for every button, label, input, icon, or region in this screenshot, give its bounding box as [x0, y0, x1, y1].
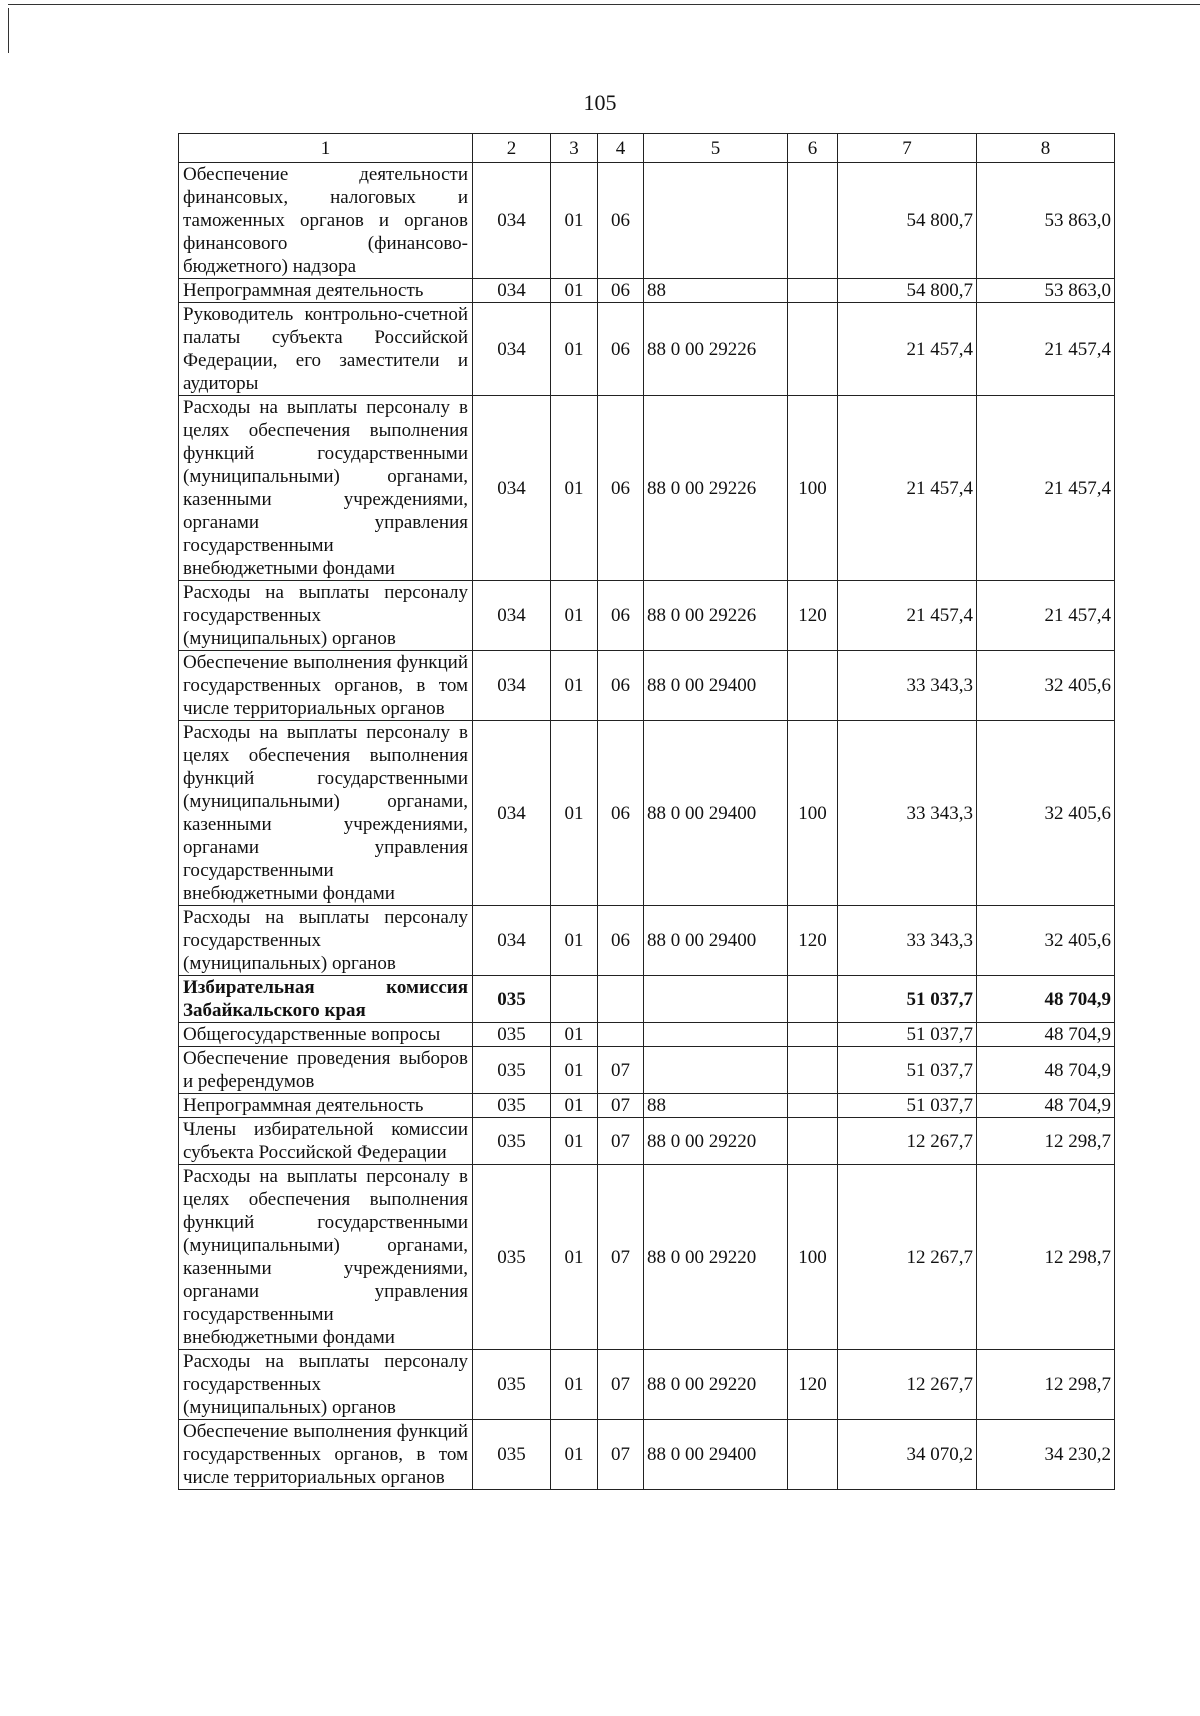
row-description: Расходы на выплаты персоналу в целях обеспечения выполнения функций государственными (муниципальными) органами, казенными учреждениями, органами управления государственными внебюджетными фондами	[179, 721, 473, 906]
code-target-article: 88 0 00 29226	[644, 396, 788, 581]
amount-year-1: 54 800,7	[838, 163, 977, 279]
code-admin: 034	[473, 163, 551, 279]
code-admin: 035	[473, 1420, 551, 1490]
code-expense-type	[788, 1420, 838, 1490]
page-number: 105	[583, 90, 617, 115]
amount-year-2: 32 405,6	[977, 721, 1115, 906]
scan-left-edge-line	[8, 8, 9, 53]
amount-year-1: 33 343,3	[838, 906, 977, 976]
amount-year-2: 48 704,9	[977, 1023, 1115, 1047]
amount-year-2: 48 704,9	[977, 1094, 1115, 1118]
table-header-row	[179, 134, 1115, 163]
amount-year-2: 48 704,9	[977, 976, 1115, 1023]
row-description: Общегосударственные вопросы	[179, 1023, 473, 1047]
code-section: 01	[551, 1118, 598, 1165]
code-target-article: 88 0 00 29400	[644, 721, 788, 906]
code-section: 01	[551, 581, 598, 651]
column-header: 3	[551, 134, 598, 163]
column-header: 4	[598, 134, 644, 163]
row-description: Расходы на выплаты персоналу в целях обеспечения выполнения функций государственными (муниципальными) органами, казенными учреждениями, органами управления государственными внебюджетными фондами	[179, 1165, 473, 1350]
amount-year-1: 33 343,3	[838, 651, 977, 721]
code-subsection: 06	[598, 906, 644, 976]
code-subsection: 07	[598, 1047, 644, 1094]
column-header: 1	[179, 134, 473, 163]
row-description: Обеспечение проведения выборов и референдумов	[179, 1047, 473, 1094]
code-subsection: 06	[598, 721, 644, 906]
table-row	[179, 163, 1115, 279]
code-subsection	[598, 1023, 644, 1047]
code-section: 01	[551, 721, 598, 906]
scan-top-edge-line	[8, 4, 1200, 5]
table-row	[179, 721, 1115, 906]
code-target-article	[644, 1047, 788, 1094]
code-admin: 034	[473, 279, 551, 303]
code-subsection: 06	[598, 303, 644, 396]
code-expense-type: 120	[788, 581, 838, 651]
row-description: Обеспечение выполнения функций государственных органов, в том числе территориальных органов	[179, 651, 473, 721]
code-admin: 034	[473, 651, 551, 721]
code-section: 01	[551, 1165, 598, 1350]
amount-year-1: 34 070,2	[838, 1420, 977, 1490]
amount-year-1: 54 800,7	[838, 279, 977, 303]
column-header: 6	[788, 134, 838, 163]
row-description: Расходы на выплаты персоналу государственных (муниципальных) органов	[179, 1350, 473, 1420]
code-section: 01	[551, 1420, 598, 1490]
code-subsection: 06	[598, 396, 644, 581]
row-description: Избирательная комиссия Забайкальского края	[179, 976, 473, 1023]
amount-year-2: 12 298,7	[977, 1350, 1115, 1420]
code-target-article: 88 0 00 29226	[644, 581, 788, 651]
code-expense-type	[788, 1047, 838, 1094]
amount-year-2: 53 863,0	[977, 279, 1115, 303]
code-subsection: 07	[598, 1165, 644, 1350]
table-row	[179, 651, 1115, 721]
code-target-article: 88 0 00 29400	[644, 651, 788, 721]
amount-year-1: 33 343,3	[838, 721, 977, 906]
code-expense-type	[788, 279, 838, 303]
code-section: 01	[551, 906, 598, 976]
code-target-article: 88	[644, 279, 788, 303]
code-section: 01	[551, 1047, 598, 1094]
code-section: 01	[551, 396, 598, 581]
code-admin: 035	[473, 1023, 551, 1047]
code-admin: 035	[473, 1047, 551, 1094]
row-description: Непрограммная деятельность	[179, 1094, 473, 1118]
column-header: 8	[977, 134, 1115, 163]
code-expense-type	[788, 1118, 838, 1165]
row-description: Обеспечение выполнения функций государственных органов, в том числе территориальных органов	[179, 1420, 473, 1490]
code-section: 01	[551, 303, 598, 396]
code-expense-type: 100	[788, 396, 838, 581]
code-expense-type: 100	[788, 721, 838, 906]
code-expense-type	[788, 1023, 838, 1047]
amount-year-2: 21 457,4	[977, 581, 1115, 651]
code-target-article: 88 0 00 29400	[644, 1420, 788, 1490]
amount-year-2: 12 298,7	[977, 1165, 1115, 1350]
table-row	[179, 976, 1115, 1023]
code-admin: 034	[473, 721, 551, 906]
amount-year-1: 21 457,4	[838, 396, 977, 581]
row-description: Расходы на выплаты персоналу государственных (муниципальных) органов	[179, 906, 473, 976]
code-admin: 035	[473, 1350, 551, 1420]
table-row	[179, 1165, 1115, 1350]
code-admin: 034	[473, 581, 551, 651]
table-row	[179, 279, 1115, 303]
amount-year-1: 51 037,7	[838, 1047, 977, 1094]
table-row	[179, 1118, 1115, 1165]
column-header: 2	[473, 134, 551, 163]
amount-year-1: 12 267,7	[838, 1118, 977, 1165]
code-target-article	[644, 976, 788, 1023]
row-description: Члены избирательной комиссии субъекта Российской Федерации	[179, 1118, 473, 1165]
code-admin: 034	[473, 303, 551, 396]
row-description: Непрограммная деятельность	[179, 279, 473, 303]
amount-year-1: 12 267,7	[838, 1350, 977, 1420]
code-subsection: 06	[598, 163, 644, 279]
code-target-article: 88 0 00 29220	[644, 1165, 788, 1350]
code-target-article: 88 0 00 29226	[644, 303, 788, 396]
amount-year-2: 12 298,7	[977, 1118, 1115, 1165]
code-target-article: 88	[644, 1094, 788, 1118]
code-section: 01	[551, 163, 598, 279]
code-target-article: 88 0 00 29220	[644, 1118, 788, 1165]
table-row	[179, 1420, 1115, 1490]
amount-year-2: 53 863,0	[977, 163, 1115, 279]
amount-year-2: 48 704,9	[977, 1047, 1115, 1094]
table-row	[179, 1350, 1115, 1420]
code-admin: 034	[473, 396, 551, 581]
amount-year-1: 21 457,4	[838, 581, 977, 651]
amount-year-2: 21 457,4	[977, 303, 1115, 396]
amount-year-2: 21 457,4	[977, 396, 1115, 581]
code-subsection: 07	[598, 1350, 644, 1420]
code-section	[551, 976, 598, 1023]
code-expense-type	[788, 163, 838, 279]
code-subsection	[598, 976, 644, 1023]
amount-year-2: 34 230,2	[977, 1420, 1115, 1490]
budget-table	[178, 133, 1115, 1490]
amount-year-1: 51 037,7	[838, 1023, 977, 1047]
code-expense-type	[788, 1094, 838, 1118]
table-row	[179, 1047, 1115, 1094]
table-row	[179, 906, 1115, 976]
code-target-article: 88 0 00 29400	[644, 906, 788, 976]
column-header: 7	[838, 134, 977, 163]
table-row	[179, 303, 1115, 396]
table-row	[179, 581, 1115, 651]
column-header: 5	[644, 134, 788, 163]
amount-year-1: 51 037,7	[838, 1094, 977, 1118]
code-subsection: 06	[598, 651, 644, 721]
code-target-article: 88 0 00 29220	[644, 1350, 788, 1420]
code-admin: 035	[473, 1094, 551, 1118]
code-target-article	[644, 1023, 788, 1047]
table-row	[179, 1023, 1115, 1047]
amount-year-2: 32 405,6	[977, 906, 1115, 976]
code-subsection: 06	[598, 581, 644, 651]
code-section: 01	[551, 651, 598, 721]
code-expense-type: 120	[788, 1350, 838, 1420]
code-expense-type	[788, 303, 838, 396]
code-subsection: 07	[598, 1118, 644, 1165]
code-admin: 035	[473, 1118, 551, 1165]
amount-year-1: 51 037,7	[838, 976, 977, 1023]
amount-year-1: 12 267,7	[838, 1165, 977, 1350]
code-admin: 035	[473, 1165, 551, 1350]
row-description: Расходы на выплаты персоналу государственных (муниципальных) органов	[179, 581, 473, 651]
code-section: 01	[551, 1023, 598, 1047]
code-section: 01	[551, 1350, 598, 1420]
code-subsection: 07	[598, 1094, 644, 1118]
code-expense-type	[788, 651, 838, 721]
table-row	[179, 396, 1115, 581]
row-description: Обеспечение деятельности финансовых, налоговых и таможенных органов и органов финансового (финансово-бюджетного) надзора	[179, 163, 473, 279]
code-section: 01	[551, 279, 598, 303]
amount-year-2: 32 405,6	[977, 651, 1115, 721]
code-section: 01	[551, 1094, 598, 1118]
code-subsection: 06	[598, 279, 644, 303]
code-expense-type: 120	[788, 906, 838, 976]
code-target-article	[644, 163, 788, 279]
code-admin: 035	[473, 976, 551, 1023]
code-admin: 034	[473, 906, 551, 976]
code-subsection: 07	[598, 1420, 644, 1490]
code-expense-type	[788, 976, 838, 1023]
table-row	[179, 1094, 1115, 1118]
amount-year-1: 21 457,4	[838, 303, 977, 396]
row-description: Руководитель контрольно-счетной палаты субъекта Российской Федерации, его заместители и аудиторы	[179, 303, 473, 396]
code-expense-type: 100	[788, 1165, 838, 1350]
row-description: Расходы на выплаты персоналу в целях обеспечения выполнения функций государственными (муниципальными) органами, казенными учреждениями, органами управления государственными внебюджетными фондами	[179, 396, 473, 581]
